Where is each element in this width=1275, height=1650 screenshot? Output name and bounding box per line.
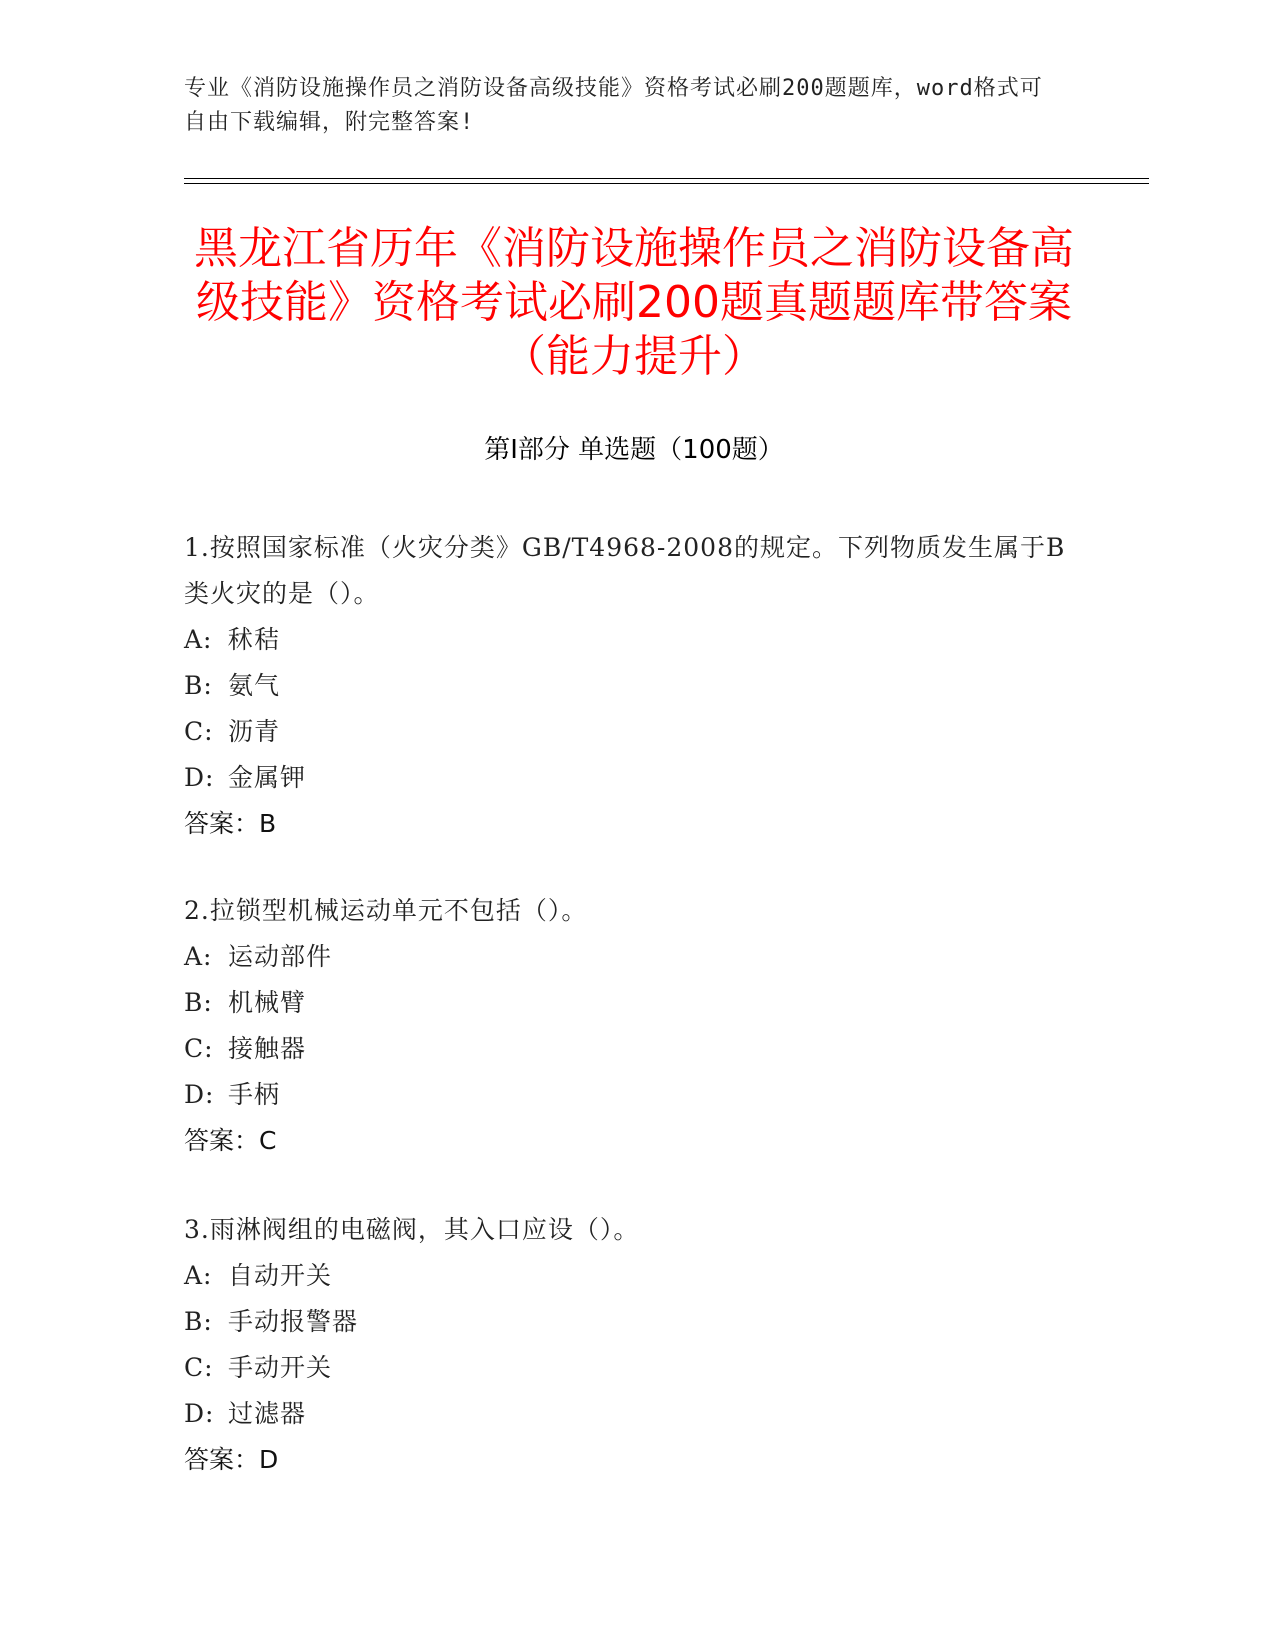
- option-letter: B:: [184, 671, 213, 700]
- option-d: [184, 755, 1084, 801]
- option-letter: C:: [184, 1353, 214, 1382]
- option-c: [184, 1345, 1084, 1391]
- option-letter: B:: [184, 988, 213, 1017]
- question-stem: 1.按照国家标准（火灾分类》GB/T4968-2008的规定。下列物质发生属于B类火灾的是（）。: [184, 533, 1066, 608]
- answer-line: 答案：C: [184, 1126, 277, 1155]
- question-1: [184, 525, 1084, 847]
- option-letter: C:: [184, 717, 214, 746]
- option-text: 手动报警器: [228, 1307, 359, 1336]
- option-b: [184, 980, 1084, 1026]
- option-letter: A:: [184, 942, 213, 971]
- option-text: 运动部件: [228, 942, 333, 971]
- option-b: [184, 663, 1084, 709]
- question-stem: 2.拉锁型机械运动单元不包括（）。: [184, 896, 588, 925]
- option-c: [184, 1026, 1084, 1072]
- section-title: 第I部分 单选题（100题）: [484, 435, 784, 465]
- option-text: 氨气: [228, 671, 281, 700]
- option-text: 金属钾: [228, 763, 307, 792]
- option-text: 自动开关: [228, 1261, 333, 1290]
- option-d: [184, 1072, 1084, 1118]
- answer-line: 答案：D: [184, 1445, 279, 1474]
- option-text: 沥青: [228, 717, 281, 746]
- option-text: 机械臂: [228, 988, 307, 1017]
- option-a: [184, 1253, 1084, 1299]
- answer-line: 答案：B: [184, 809, 277, 838]
- option-text: 手柄: [228, 1080, 281, 1109]
- option-text: 秫秸: [228, 625, 281, 654]
- option-d: [184, 1391, 1084, 1437]
- option-letter: A:: [184, 625, 213, 654]
- header-divider-bottom: [184, 183, 1149, 184]
- option-letter: C:: [184, 1034, 214, 1063]
- option-letter: B:: [184, 1307, 213, 1336]
- option-letter: D:: [184, 1080, 215, 1109]
- option-text: 过滤器: [228, 1399, 307, 1428]
- question-3: [184, 1207, 1084, 1483]
- option-letter: A:: [184, 1261, 213, 1290]
- header-divider-top: [184, 178, 1149, 179]
- document-title: 黑龙江省历年《消防设施操作员之消防设备高级技能》资格考试必刷200题真题题库带答案（能力提升）: [194, 223, 1074, 382]
- option-a: [184, 617, 1084, 663]
- option-letter: D:: [184, 1399, 215, 1428]
- header-note: 专业《消防设施操作员之消防设备高级技能》资格考试必刷200题题库，word格式可自由下载编辑，附完整答案!: [184, 76, 1043, 135]
- option-b: [184, 1299, 1084, 1345]
- option-c: [184, 709, 1084, 755]
- question-stem: 3.雨淋阀组的电磁阀，其入口应设（）。: [184, 1215, 640, 1244]
- question-2: [184, 888, 1084, 1164]
- option-a: [184, 934, 1084, 980]
- option-text: 接触器: [228, 1034, 307, 1063]
- option-text: 手动开关: [228, 1353, 333, 1382]
- option-letter: D:: [184, 763, 215, 792]
